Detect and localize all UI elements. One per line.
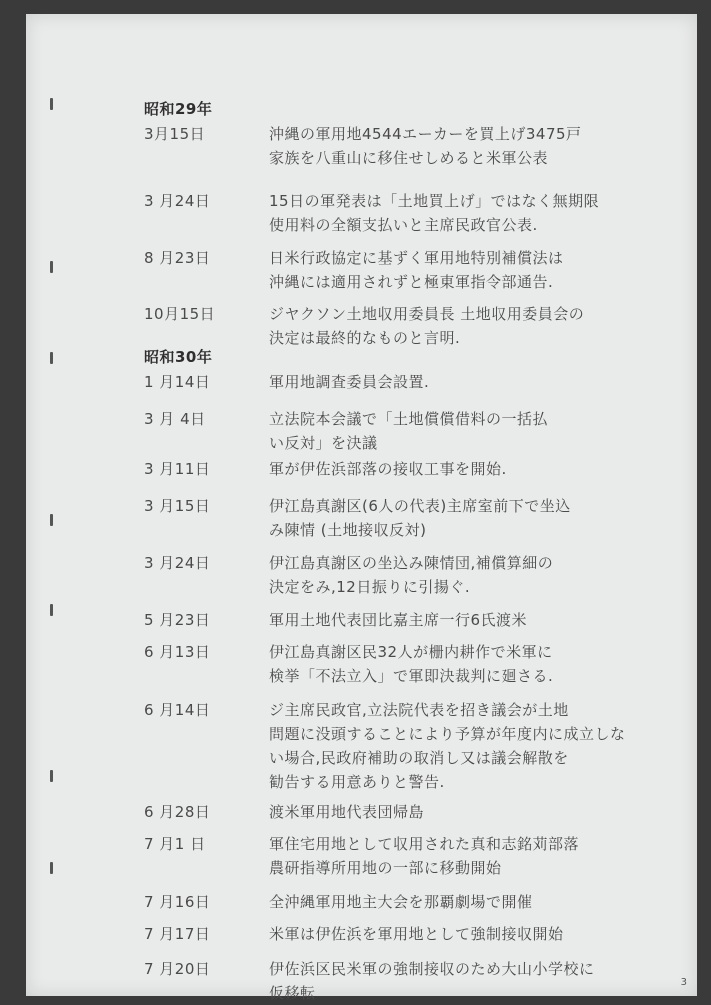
entry-text — [269, 608, 679, 632]
entry-text-line: 伊江島真謝区の坐込み陳情団,補償算細の — [269, 554, 554, 572]
page-number: 3 — [680, 977, 687, 988]
entry-text-line: 伊佐浜区民米軍の強制接収のため大山小学校に — [269, 960, 595, 978]
binding-hole — [50, 98, 53, 110]
entry-text-line: 使用料の全額支払いと主席民政官公表. — [269, 216, 538, 234]
entry-text — [269, 457, 679, 481]
entry-text-line: 軍が伊佐浜部落の接収工事を開始. — [269, 460, 507, 478]
entry-date: 7 月1 日 — [144, 835, 206, 853]
entry-text-line: 米軍は伊佐浜を軍用地として強制接収開始 — [269, 925, 564, 943]
entry-text — [269, 551, 679, 599]
era-heading: 昭和29年 — [144, 100, 213, 118]
entry-text-line: 伊江島真謝区民32人が栅内耕作で米軍に — [269, 643, 553, 661]
entry-text-line: 軍用土地代表団比嘉主席一行6氏渡米 — [269, 611, 528, 629]
entry-text-line: 渡米軍用地代表団帰島 — [269, 803, 425, 821]
entry-date: 7 月17日 — [144, 925, 211, 943]
entry-text-line: 沖縄の軍用地4544エーカーを買上げ3475戸 — [269, 125, 582, 143]
entry-text-line: み陳情 (土地接収反対) — [269, 521, 427, 539]
entry-text-line: 日米行政協定に基ずく軍用地特別補償法は — [269, 249, 564, 267]
entry-text-line: 決定をみ,12日振りに引揚ぐ. — [269, 578, 471, 596]
entry-date: 7 月16日 — [144, 893, 211, 911]
entry-text — [269, 370, 679, 394]
entry-text — [269, 957, 679, 1005]
entry-text-line: 全沖縄軍用地主大会を那覇劇場で開催 — [269, 893, 533, 911]
entry-text — [269, 640, 679, 688]
entry-text-line: 軍住宅用地として収用された真和志銘苅部落 — [269, 835, 580, 853]
entry-date: 8 月23日 — [144, 249, 211, 267]
entry-text-line: 立法院本会議で「土地償償借料の一括払 — [269, 410, 549, 428]
entry-text — [269, 494, 679, 542]
entry-text — [269, 189, 679, 237]
entry-text-line: 勧告する用意ありと警告. — [269, 773, 445, 791]
binding-hole — [50, 514, 53, 526]
document-page — [26, 14, 697, 1002]
binding-hole — [50, 352, 53, 364]
entry-date: 7 月20日 — [144, 960, 211, 978]
entry-text — [269, 302, 679, 350]
entry-text-line: 検挙「不法立入」で軍即決裁判に廻さる. — [269, 667, 554, 685]
entry-date: 1 月14日 — [144, 373, 211, 391]
entry-date: 3 月24日 — [144, 192, 211, 210]
entry-date: 3 月 4日 — [144, 410, 206, 428]
entry-date: 3 月24日 — [144, 554, 211, 572]
entry-text-line: 問題に没頭することにより予算が年度内に成立しな — [269, 725, 626, 743]
entry-text-line: 軍用地調査委員会設置. — [269, 373, 430, 391]
entry-date: 6 月14日 — [144, 701, 211, 719]
binding-hole — [50, 261, 53, 273]
entry-date: 3 月11日 — [144, 460, 211, 478]
entry-text-line: い場合,民政府補助の取消し又は議会解散を — [269, 749, 569, 767]
entry-text-line: ジ主席民政官,立法院代表を招き議会が土地 — [269, 701, 569, 719]
entry-text-line: 沖縄には適用されずと極東軍指令部通告. — [269, 273, 554, 291]
entry-text-line: 家族を八重山に移住せしめると米軍公表 — [269, 149, 549, 167]
entry-text — [269, 832, 679, 880]
entry-text — [269, 246, 679, 294]
entry-text — [269, 800, 679, 824]
entry-text — [269, 698, 679, 794]
binding-hole — [50, 604, 53, 616]
era-heading: 昭和30年 — [144, 348, 213, 366]
entry-text-line: 15日の軍発表は「土地買上げ」ではなく無期限 — [269, 192, 600, 210]
entry-text — [269, 407, 679, 455]
entry-text-line: 仮移転 — [269, 984, 316, 1002]
entry-text-line: ジヤクソン土地収用委員長 土地収用委員会の — [269, 305, 585, 323]
entry-text — [269, 122, 679, 170]
entry-text-line: 伊江島真謝区(6人の代表)主席室前下で坐込 — [269, 497, 571, 515]
binding-hole — [50, 770, 53, 782]
entry-date: 10月15日 — [144, 305, 216, 323]
entry-text — [269, 922, 679, 946]
entry-date: 3 月15日 — [144, 497, 211, 515]
entry-text-line: 農研指導所用地の一部に移動開始 — [269, 859, 502, 877]
entry-date: 6 月28日 — [144, 803, 211, 821]
entry-text-line: い反対」を決議 — [269, 434, 378, 452]
entry-date: 6 月13日 — [144, 643, 211, 661]
binding-hole — [50, 862, 53, 874]
entry-text — [269, 890, 679, 914]
entry-date: 5 月23日 — [144, 611, 211, 629]
entry-text-line: 決定は最終的なものと言明. — [269, 329, 461, 347]
entry-date: 3月15日 — [144, 125, 206, 143]
